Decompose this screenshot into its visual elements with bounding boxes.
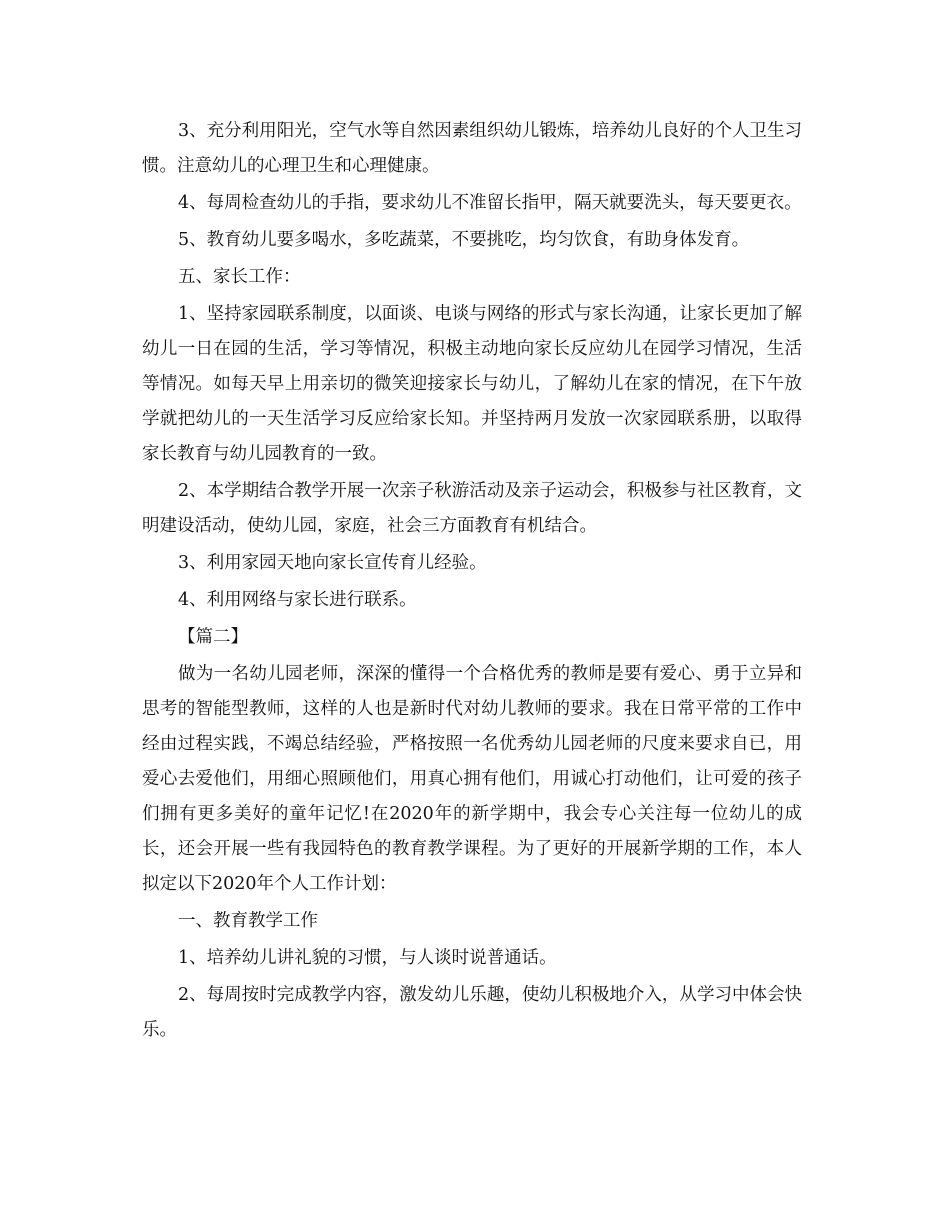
paragraph-weekly-teaching: 2、每周按时完成教学内容，激发幼儿乐趣，使幼儿积极地介入，从学习中体会快乐。 xyxy=(142,985,802,1040)
paragraph-home-school-contact: 1、坚持家园联系制度，以面谈、电谈与网络的形式与家长沟通，让家长更加了解幼儿一日在园的生活，学习等情况，积极主动地向家长反应幼儿在园学习情况，生活等情况。如每天早上用亲切的微笑迎接家长与幼儿，了解幼儿在家的情况，在下午放学就把幼儿的一天生活学习反应给家长知。并坚持两月发放一次家园联系册，以取得家长教育与幼儿园教育的一致。 xyxy=(142,304,802,464)
paragraph-drink-water: 5、教育幼儿要多喝水，多吃蔬菜，不要挑吃，均匀饮食，有助身体发育。 xyxy=(178,230,750,250)
paragraph-parenting-experience: 3、利用家园天地向家长宣传育儿经验。 xyxy=(178,553,487,573)
paragraph-finger-check: 4、每周检查幼儿的手指，要求幼儿不准留长指甲，隔天就要洗头，每天要更衣。 xyxy=(178,193,802,213)
paragraph-hygiene-habits: 3、充分利用阳光，空气水等自然因素组织幼儿锻炼，培养幼儿良好的个人卫生习惯。注意幼儿的心理卫生和心理健康。 xyxy=(142,121,802,176)
paragraph-teacher-intro: 做为一名幼儿园老师，深深的懂得一个合格优秀的教师是要有爱心、勇于立异和思考的智能型教师，这样的人也是新时代对幼儿教师的要求。我在日常平常的工作中经由过程实践，不竭总结经验，严格按照一名优秀幼儿园老师的尺度来要求自已，用爱心去爱他们，用细心照顾他们，用真心拥有他们，用诚心打动他们，让可爱的孩子们拥有更多美好的童年记忆!在2020年的新学期中，我会专心关注每一位幼儿的成长，还会开展一些有我园特色的教育教学课程。为了更好的开展新学期的工作，本人拟定以下2020年个人工作计划： xyxy=(142,664,802,894)
section-heading-parent-work: 五、家长工作： xyxy=(178,267,301,287)
part-two-marker: 【篇二】 xyxy=(178,627,248,647)
paragraph-parent-child-activities: 2、本学期结合教学开展一次亲子秋游活动及亲子运动会，积极参与社区教育，文明建设活动，使幼儿园，家庭，社会三方面教育有机结合。 xyxy=(142,481,802,536)
section-heading-teaching-work: 一、教育教学工作 xyxy=(178,911,318,931)
paragraph-politeness: 1、培养幼儿讲礼貌的习惯，与人谈时说普通话。 xyxy=(178,948,557,968)
paragraph-network-contact: 4、利用网络与家长进行联系。 xyxy=(178,590,417,610)
document-body xyxy=(142,114,802,1050)
